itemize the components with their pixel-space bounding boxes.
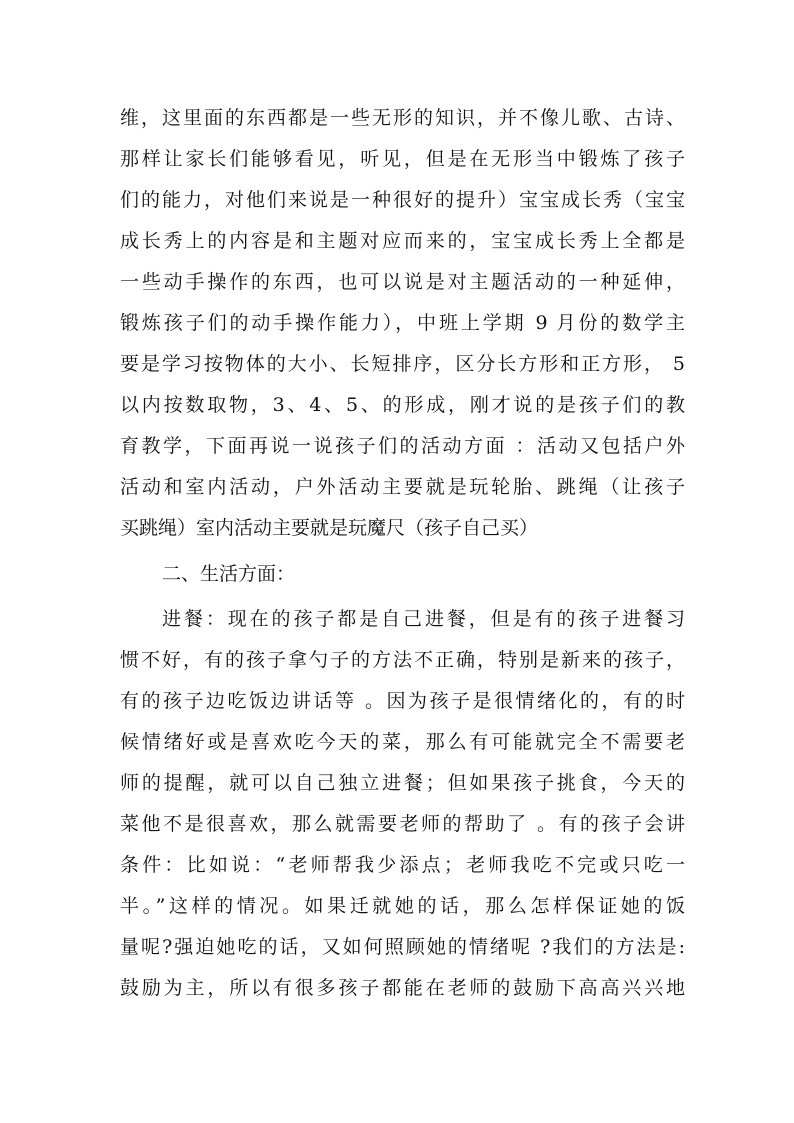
paragraph-2-line-3: 有的孩子边吃饭边讲话等 。因为孩子是很情绪化的，有的时 — [120, 690, 685, 712]
paragraph-2-line-10: 鼓励为主，所以有很多孩子都能在老师的鼓励下高高兴兴地 — [120, 977, 685, 999]
paragraph-1-line-2: 那样让家长们能够看见，听见，但是在无形当中锻炼了孩子 — [120, 148, 685, 170]
paragraph-1-line-5: 一些动手操作的东西，也可以说是对主题活动的一种延伸， — [120, 271, 685, 293]
paragraph-2-line-6: 菜他不是很喜欢，那么就需要老师的帮助了 。有的孩子会讲 — [120, 813, 685, 835]
paragraph-1-line-6: 锻炼孩子们的动手操作能力），中班上学期 9 月份的数学主 — [120, 312, 685, 334]
paragraph-1-line-9: 育教学，下面再说一说孩子们的活动方面 ：活动又包括户外 — [120, 435, 685, 457]
paragraph-1-line-3: 们的能力，对他们来说是一种很好的提升）宝宝成长秀（宝宝 — [120, 189, 685, 211]
paragraph-2-line-9: 量呢?强迫她吃的话，又如何照顾她的情绪呢 ?我们的方法是: — [120, 936, 685, 958]
paragraph-1-line-4: 成长秀上的内容是和主题对应而来的，宝宝成长秀上全都是 — [120, 230, 685, 252]
paragraph-2-line-7: 条件：比如说：“老师帮我少添点；老师我吃不完或只吃一 — [120, 854, 685, 876]
section-heading: 二、生活方面： — [162, 563, 296, 585]
paragraph-1-line-10: 活动和室内活动，户外活动主要就是玩轮胎、跳绳（让孩子 — [120, 476, 685, 498]
paragraph-2-line-4: 候情绪好或是喜欢吃今天的菜，那么有可能就完全不需要老 — [120, 731, 685, 753]
paragraph-1-line-8: 以内按数取物，3、4、5、的形成，刚才说的是孩子们的教 — [120, 394, 685, 416]
paragraph-2-line-1: 进餐：现在的孩子都是自己进餐，但是有的孩子进餐习 — [162, 608, 685, 630]
paragraph-2-line-5: 师的提醒，就可以自己独立进餐；但如果孩子挑食，今天的 — [120, 772, 685, 794]
paragraph-1-line-1: 维，这里面的东西都是一些无形的知识，并不像儿歌、古诗、 — [120, 107, 685, 129]
paragraph-1-line-7: 要是学习按物体的大小、长短排序，区分长方形和正方形， 5 — [120, 353, 685, 375]
paragraph-2-line-8: 半。”这样的情况。如果迁就她的话，那么怎样保证她的饭 — [120, 895, 685, 917]
paragraph-2-line-2: 惯不好，有的孩子拿勺子的方法不正确，特别是新来的孩子， — [120, 649, 685, 671]
paragraph-1-line-11: 买跳绳）室内活动主要就是玩魔尺（孩子自己买） — [120, 517, 539, 539]
